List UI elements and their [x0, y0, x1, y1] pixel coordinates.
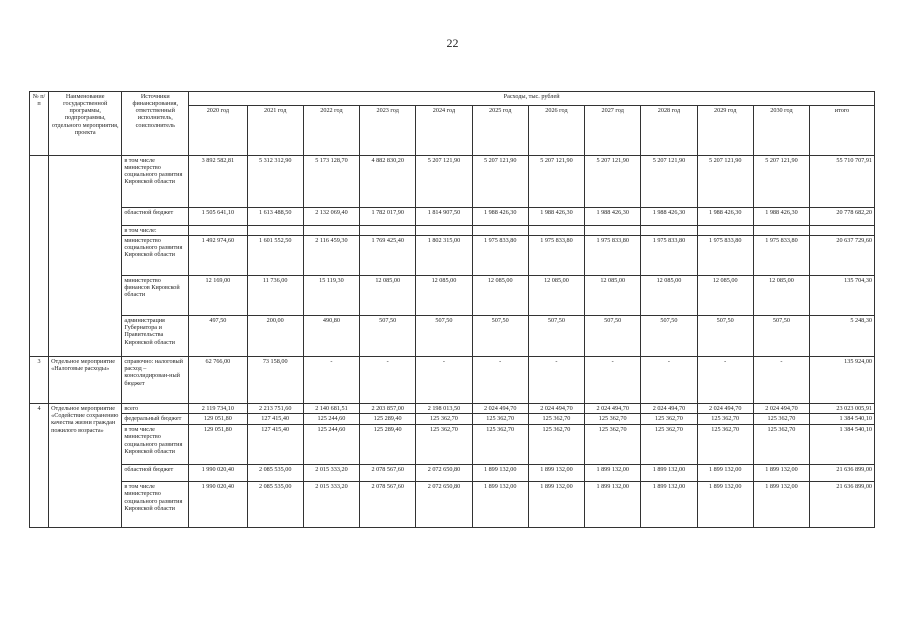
year-value: 1 975 833,80 — [585, 236, 641, 276]
year-value: 3 892 582,81 — [189, 156, 247, 208]
year-value: 125 362,70 — [753, 425, 809, 465]
year-value: 129 051,80 — [189, 425, 247, 465]
year-value: 1 601 552,50 — [247, 236, 303, 276]
year-value: 2 203 857,00 — [360, 404, 416, 414]
year-value: 1 814 907,50 — [416, 208, 472, 226]
header-year: 2030 год — [753, 106, 809, 156]
funding-source: администрация Губернатора и Правительства Кировской области — [122, 316, 189, 357]
year-value: 125 362,70 — [528, 414, 584, 425]
year-value: 1 899 132,00 — [697, 482, 753, 528]
year-value: 1 975 833,80 — [753, 236, 809, 276]
year-value — [697, 226, 753, 236]
year-value: 1 988 426,30 — [753, 208, 809, 226]
year-value: - — [528, 357, 584, 404]
table-row — [30, 357, 875, 404]
year-value: 1 899 132,00 — [753, 465, 809, 482]
year-value: 5 207 121,90 — [585, 156, 641, 208]
year-value: 125 362,70 — [641, 414, 697, 425]
funding-source: министерство социального развития Кировской области — [122, 236, 189, 276]
year-value: 2 078 567,60 — [360, 465, 416, 482]
year-value: 125 362,70 — [416, 425, 472, 465]
funding-source: справочно: налоговый расход – консолидирован-ный бюджет — [122, 357, 189, 404]
year-value: 12 085,00 — [753, 276, 809, 316]
header-year: 2028 год — [641, 106, 697, 156]
year-value: 2 140 681,51 — [303, 404, 359, 414]
header-year: 2022 год — [303, 106, 359, 156]
year-value: 1 899 132,00 — [641, 465, 697, 482]
header-source: Источники финансирования, ответственный исполнитель, соисполнитель — [122, 92, 189, 156]
year-value: 1 505 641,10 — [189, 208, 247, 226]
year-value: 5 207 121,90 — [472, 156, 528, 208]
year-value: 2 085 535,00 — [247, 465, 303, 482]
table-row — [30, 425, 875, 465]
year-value: 125 362,70 — [697, 414, 753, 425]
program-name: Отдельное мероприятие «Содействие сохранению качества жизни граждан пожилого возраста» — [49, 404, 122, 528]
total-value: 20 778 682,20 — [810, 208, 875, 226]
program-name: Отдельное мероприятие «Налоговые расходы» — [49, 357, 122, 404]
total-value: 21 636 899,00 — [810, 465, 875, 482]
year-value — [753, 226, 809, 236]
year-value: 129 051,80 — [189, 414, 247, 425]
year-value: 1 988 426,30 — [528, 208, 584, 226]
table-row — [30, 236, 875, 276]
year-value: 2 072 650,80 — [416, 482, 472, 528]
year-value: 15 119,30 — [303, 276, 359, 316]
year-value: 125 362,70 — [697, 425, 753, 465]
year-value: 1 899 132,00 — [585, 482, 641, 528]
year-value: 2 024 494,70 — [528, 404, 584, 414]
year-value: 2 085 535,00 — [247, 482, 303, 528]
funding-source: областной бюджет — [122, 208, 189, 226]
header-year: 2021 год — [247, 106, 303, 156]
year-value: 490,80 — [303, 316, 359, 357]
year-value — [189, 226, 247, 236]
year-value: 2 078 567,60 — [360, 482, 416, 528]
year-value: 1 975 833,80 — [697, 236, 753, 276]
table-row — [30, 465, 875, 482]
funding-source: в том числе министерство социального развития Кировской области — [122, 156, 189, 208]
total-value: 5 248,30 — [810, 316, 875, 357]
total-value: 20 637 729,60 — [810, 236, 875, 276]
year-value: - — [416, 357, 472, 404]
year-value: 200,00 — [247, 316, 303, 357]
year-value: 2 015 333,20 — [303, 465, 359, 482]
year-value: 11 736,00 — [247, 276, 303, 316]
funding-source: в том числе министерство социального развития Кировской области — [122, 482, 189, 528]
year-value: 1 802 315,00 — [416, 236, 472, 276]
year-value: 1 899 132,00 — [528, 482, 584, 528]
year-value: 507,50 — [641, 316, 697, 357]
header-year: 2020 год — [189, 106, 247, 156]
year-value: 12 085,00 — [641, 276, 697, 316]
total-value: 21 636 899,00 — [810, 482, 875, 528]
total-value: 135 704,30 — [810, 276, 875, 316]
year-value: 4 882 830,20 — [360, 156, 416, 208]
year-value: 507,50 — [360, 316, 416, 357]
year-value — [303, 226, 359, 236]
year-value: 125 362,70 — [416, 414, 472, 425]
funding-source: федеральный бюджет — [122, 414, 189, 425]
year-value: 2 024 494,70 — [585, 404, 641, 414]
year-value: 1 899 132,00 — [472, 465, 528, 482]
header-year: итого — [810, 106, 875, 156]
total-value: 1 384 540,10 — [810, 414, 875, 425]
header-year: 2026 год — [528, 106, 584, 156]
table-row — [30, 276, 875, 316]
year-value: 125 362,70 — [641, 425, 697, 465]
year-value: 1 769 425,40 — [360, 236, 416, 276]
year-value: 5 207 121,90 — [697, 156, 753, 208]
table-header — [30, 92, 875, 156]
year-value: 1 988 426,30 — [585, 208, 641, 226]
year-value: 507,50 — [585, 316, 641, 357]
year-value: 2 024 494,70 — [753, 404, 809, 414]
funding-source: министерство финансов Кировской области — [122, 276, 189, 316]
year-value: 125 244,60 — [303, 414, 359, 425]
year-value: 2 024 494,70 — [641, 404, 697, 414]
year-value: 1 988 426,30 — [472, 208, 528, 226]
year-value: 125 289,40 — [360, 425, 416, 465]
year-value: 507,50 — [528, 316, 584, 357]
year-value: - — [585, 357, 641, 404]
year-value: 1 988 426,30 — [697, 208, 753, 226]
year-value — [528, 226, 584, 236]
header-year: 2029 год — [697, 106, 753, 156]
year-value: 125 362,70 — [472, 425, 528, 465]
table-row — [30, 226, 875, 236]
year-value: 5 312 312,90 — [247, 156, 303, 208]
year-value: 1 899 132,00 — [528, 465, 584, 482]
year-value: 1 975 833,80 — [641, 236, 697, 276]
header-year: 2024 год — [416, 106, 472, 156]
year-value: 2 024 494,70 — [472, 404, 528, 414]
year-value: 5 207 121,90 — [528, 156, 584, 208]
year-value: 2 072 650,80 — [416, 465, 472, 482]
year-value: 5 207 121,90 — [753, 156, 809, 208]
year-value — [641, 226, 697, 236]
funding-source: в том числе министерство социального развития Кировской области — [122, 425, 189, 465]
year-value: 73 158,00 — [247, 357, 303, 404]
year-value: 1 899 132,00 — [641, 482, 697, 528]
year-value: 1 990 020,40 — [189, 482, 247, 528]
year-value: 125 244,60 — [303, 425, 359, 465]
table-row — [30, 316, 875, 357]
year-value: 127 415,40 — [247, 414, 303, 425]
table-body — [30, 156, 875, 528]
table-row — [30, 414, 875, 425]
funding-source: в том числе: — [122, 226, 189, 236]
budget-table — [29, 91, 875, 528]
year-value: 12 085,00 — [528, 276, 584, 316]
header-expenses: Расходы, тыс. рублей — [189, 92, 875, 106]
year-value: 62 766,00 — [189, 357, 247, 404]
year-value: 12 085,00 — [360, 276, 416, 316]
year-value: 497,50 — [189, 316, 247, 357]
year-value: 12 085,00 — [585, 276, 641, 316]
header-year: 2023 год — [360, 106, 416, 156]
year-value: - — [753, 357, 809, 404]
year-value: 2 119 734,10 — [189, 404, 247, 414]
year-value: - — [472, 357, 528, 404]
year-value — [247, 226, 303, 236]
year-value: 12 169,00 — [189, 276, 247, 316]
year-value: - — [697, 357, 753, 404]
year-value: 1 492 974,60 — [189, 236, 247, 276]
year-value: 2 116 459,30 — [303, 236, 359, 276]
year-value: 5 173 128,70 — [303, 156, 359, 208]
year-value: 507,50 — [753, 316, 809, 357]
year-value: 12 085,00 — [472, 276, 528, 316]
year-value: 12 085,00 — [416, 276, 472, 316]
year-value: 507,50 — [416, 316, 472, 357]
year-value — [416, 226, 472, 236]
year-value: 12 085,00 — [697, 276, 753, 316]
year-value: 1 782 017,90 — [360, 208, 416, 226]
page-number: 22 — [446, 36, 459, 50]
year-value: 2 132 069,40 — [303, 208, 359, 226]
table-row — [30, 404, 875, 414]
year-value: 5 207 121,90 — [641, 156, 697, 208]
program-name — [49, 156, 122, 357]
year-value: 5 207 121,90 — [416, 156, 472, 208]
year-value: 1 899 132,00 — [585, 465, 641, 482]
table-row — [30, 156, 875, 208]
year-value — [360, 226, 416, 236]
year-value: 1 990 020,40 — [189, 465, 247, 482]
year-value: 1 975 833,80 — [472, 236, 528, 276]
year-value: 507,50 — [697, 316, 753, 357]
header-year: 2025 год — [472, 106, 528, 156]
table-row — [30, 482, 875, 528]
year-value: 1 975 833,80 — [528, 236, 584, 276]
year-value: 1 899 132,00 — [697, 465, 753, 482]
row-number: 4 — [30, 404, 49, 528]
total-value: 1 384 540,10 — [810, 425, 875, 465]
year-value: 2 015 333,20 — [303, 482, 359, 528]
year-value: 2 198 013,50 — [416, 404, 472, 414]
year-value: - — [303, 357, 359, 404]
table-row — [30, 208, 875, 226]
total-value: 135 924,00 — [810, 357, 875, 404]
row-number: 3 — [30, 357, 49, 404]
year-value: 507,50 — [472, 316, 528, 357]
year-value: 127 415,40 — [247, 425, 303, 465]
year-value: 2 213 751,60 — [247, 404, 303, 414]
header-year: 2027 год — [585, 106, 641, 156]
year-value: 125 362,70 — [753, 414, 809, 425]
year-value: 1 988 426,30 — [641, 208, 697, 226]
year-value: 125 362,70 — [585, 414, 641, 425]
year-value: 125 289,40 — [360, 414, 416, 425]
year-value: - — [360, 357, 416, 404]
year-value: 125 362,70 — [472, 414, 528, 425]
funding-source: всего — [122, 404, 189, 414]
total-value: 23 023 005,91 — [810, 404, 875, 414]
year-value: 125 362,70 — [528, 425, 584, 465]
year-value — [472, 226, 528, 236]
header-name: Наименование государственной программы, подпрограммы, отдельного мероприятия, проекта — [49, 92, 122, 156]
funding-source: областной бюджет — [122, 465, 189, 482]
year-value: 2 024 494,70 — [697, 404, 753, 414]
header-no: № п/п — [30, 92, 49, 156]
year-value: 1 899 132,00 — [753, 482, 809, 528]
row-number — [30, 156, 49, 357]
year-value: - — [641, 357, 697, 404]
year-value — [585, 226, 641, 236]
year-value: 1 613 488,50 — [247, 208, 303, 226]
total-value — [810, 226, 875, 236]
year-value: 125 362,70 — [585, 425, 641, 465]
total-value: 55 710 707,91 — [810, 156, 875, 208]
year-value: 1 899 132,00 — [472, 482, 528, 528]
